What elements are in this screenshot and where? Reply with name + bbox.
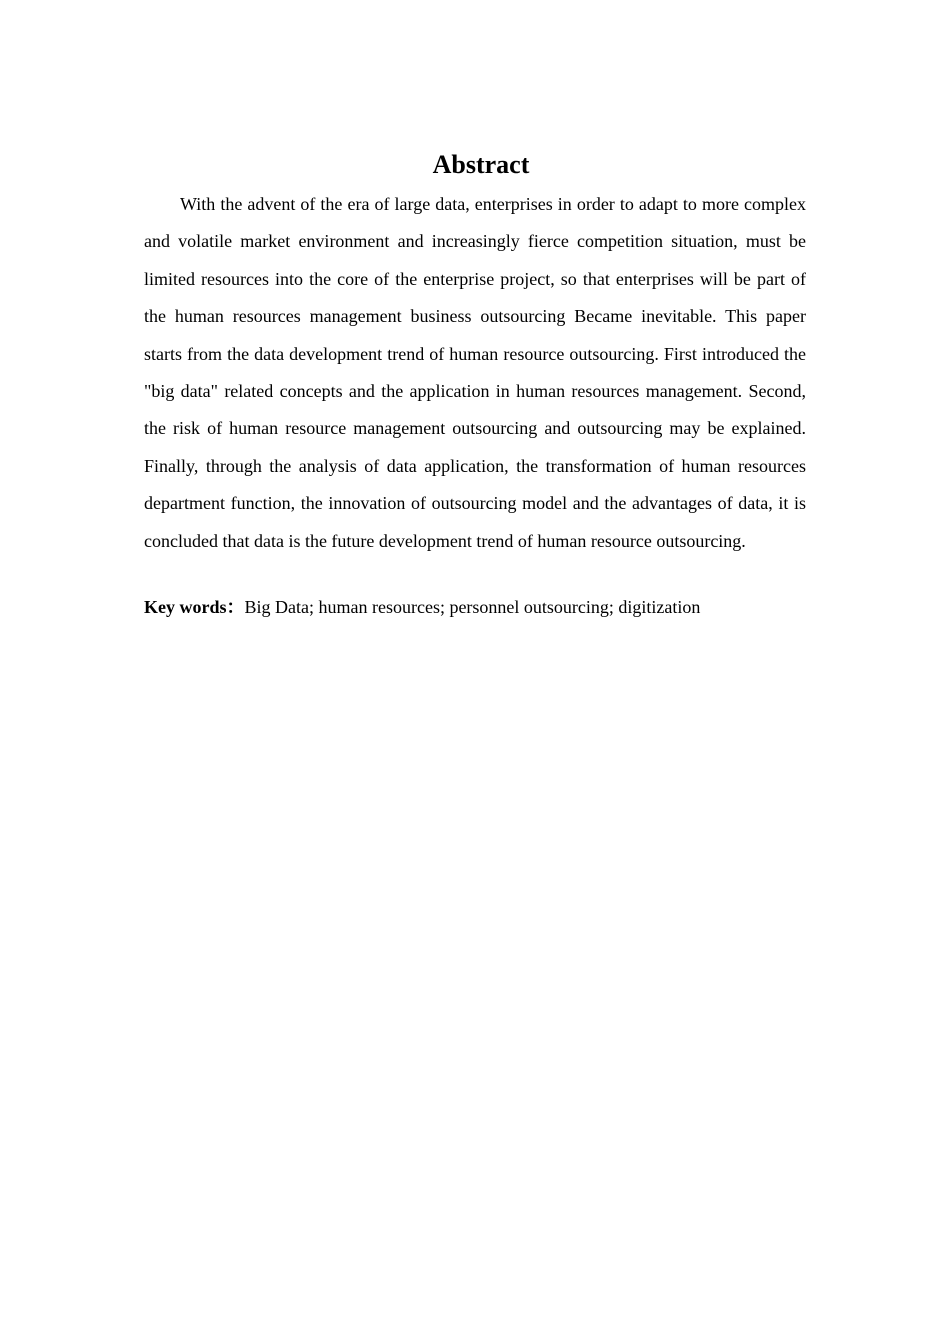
- keywords-line: [144, 594, 806, 620]
- keywords-value: Big Data; human resources; personnel outsourcing; digitization: [244, 597, 701, 618]
- abstract-paragraph: With the advent of the era of large data, enterprises in order to adapt to more complex and volatile market environment and increasingly fierce competition situation, must be limited resources into the core of the enterprise project, so that enterprises will be part of the human resources management business outsourcing Became inevitable. This paper starts from the data development trend of human resource outsourcing. First introduced the "big data" related concepts and the application in human resources management. Second, the risk of human resource management outsourcing and outsourcing may be explained. Finally, through the analysis of data application, the transformation of human resources department function, the innovation of outsourcing model and the advantages of data, it is concluded that data is the future development trend of human resource outsourcing.: [144, 194, 806, 551]
- keywords-label: Key words：: [144, 597, 245, 618]
- abstract-title: Abstract: [432, 150, 530, 179]
- document-page: [144, 148, 806, 620]
